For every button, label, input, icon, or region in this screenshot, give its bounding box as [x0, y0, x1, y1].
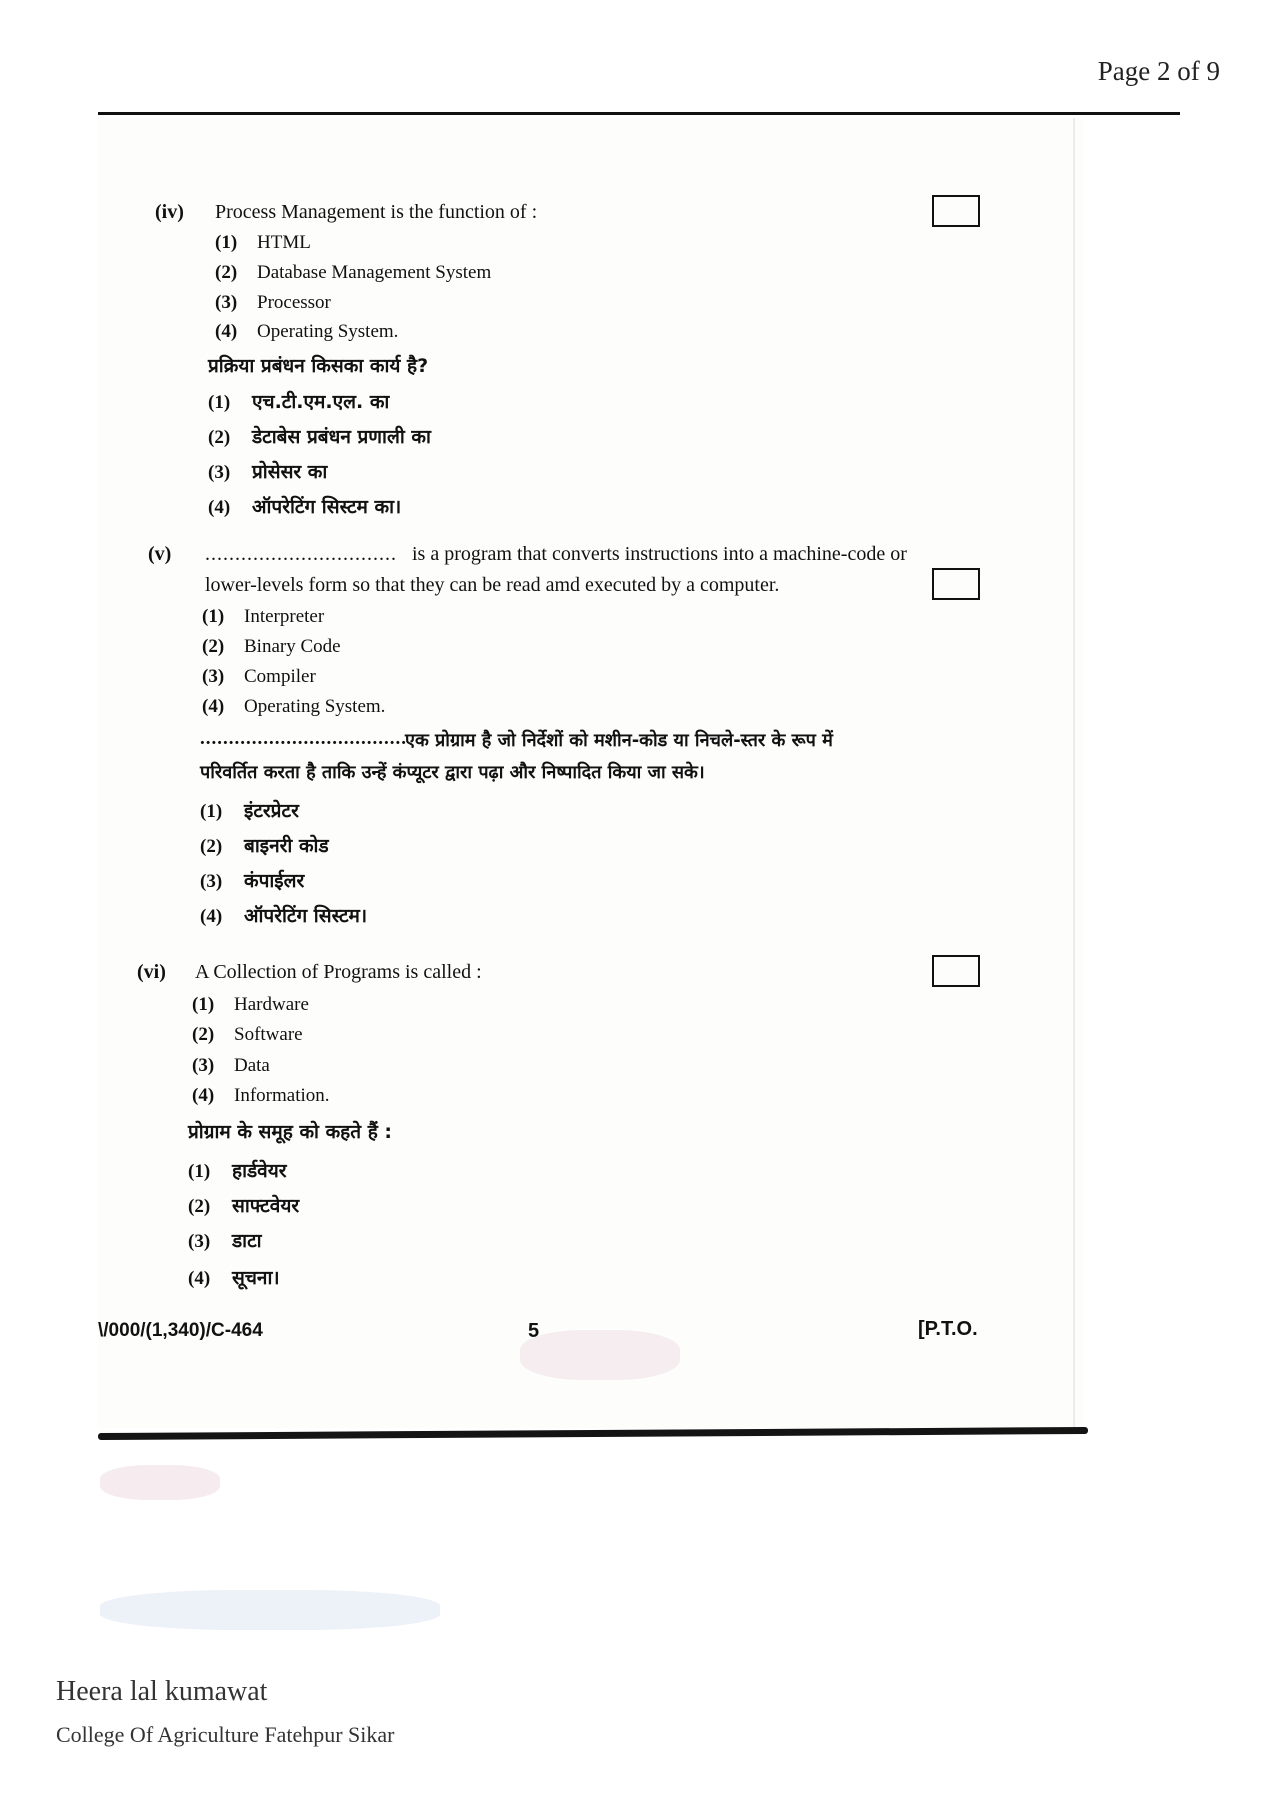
pto-label: [P.T.O.	[918, 1318, 978, 1340]
hindi-option: (4) सूचना।	[188, 1267, 280, 1289]
option: (4) Operating System.	[215, 321, 399, 342]
hindi-option: (3) डाटा	[188, 1230, 262, 1252]
option: (2) Database Management System	[215, 262, 492, 283]
option: (2) Binary Code	[202, 636, 341, 657]
author-college: College Of Agriculture Fatehpur Sikar	[56, 1722, 395, 1747]
option: (3) Data	[192, 1055, 270, 1076]
scan-edge	[1073, 118, 1075, 1428]
option: (4) Information.	[192, 1085, 330, 1106]
hindi-option: (2) बाइनरी कोड	[200, 835, 329, 857]
question-number: (v)	[148, 543, 172, 565]
hindi-option: (2) डेटाबेस प्रबंधन प्रणाली का	[208, 426, 431, 448]
answer-box[interactable]	[932, 955, 980, 987]
paper-code: \/000/(1,340)/C-464	[98, 1320, 263, 1341]
hindi-option: (3) कंपाईलर	[200, 870, 305, 892]
hindi-option: (1) इंटरप्रेटर	[200, 800, 299, 822]
hindi-option: (1) हार्डवेयर	[188, 1160, 287, 1182]
scan-smudge	[520, 1330, 680, 1380]
option: (1) HTML	[215, 232, 311, 253]
hindi-option: (2) साफ्टवेयर	[188, 1195, 300, 1217]
option: (2) Software	[192, 1024, 303, 1045]
hindi-option: (4) ऑपरेटिंग सिस्टम।	[200, 905, 368, 927]
question-stem-line: is a program that converts instructions into a machine-code or	[412, 543, 907, 565]
author-name: Heera lal kumawat	[56, 1676, 268, 1707]
hindi-stem: प्रक्रिया प्रबंधन किसका कार्य है?	[208, 355, 429, 377]
blank-line: ................................	[205, 543, 397, 565]
hindi-stem-line: परिवर्तित करता है ताकि उन्हें कंप्यूटर द्वारा पढ़ा और निष्पादित किया जा सके।	[200, 762, 705, 783]
top-rule	[98, 112, 1180, 115]
hindi-option: (4) ऑपरेटिंग सिस्टम का।	[208, 496, 402, 518]
hindi-blank-line: ....................................	[200, 728, 407, 749]
scan-smudge	[100, 1590, 440, 1630]
option: (3) Processor	[215, 292, 331, 313]
question-stem: Process Management is the function of :	[215, 201, 538, 223]
hindi-stem-line: एक प्रोग्राम है जो निर्देशों को मशीन-कोड या निचले-स्तर के रूप में	[405, 730, 833, 751]
bottom-rule	[98, 1427, 1088, 1440]
answer-box[interactable]	[932, 568, 980, 600]
option: (3) Compiler	[202, 666, 316, 687]
scan-smudge	[100, 1465, 220, 1500]
question-number: (iv)	[155, 201, 184, 223]
option: (4) Operating System.	[202, 696, 386, 717]
answer-box[interactable]	[932, 195, 980, 227]
hindi-option: (1) एच.टी.एम.एल. का	[208, 391, 390, 413]
question-number: (vi)	[137, 961, 166, 983]
hindi-option: (3) प्रोसेसर का	[208, 461, 328, 483]
question-stem-line: lower-levels form so that they can be read amd executed by a computer.	[205, 574, 780, 596]
hindi-stem: प्रोग्राम के समूह को कहते हैं :	[188, 1121, 393, 1143]
option: (1) Hardware	[192, 994, 309, 1015]
scan-page-number: 5	[528, 1320, 540, 1342]
page-counter: Page 2 of 9	[1097, 56, 1220, 86]
question-stem: A Collection of Programs is called :	[195, 961, 482, 983]
option: (1) Interpreter	[202, 606, 325, 627]
